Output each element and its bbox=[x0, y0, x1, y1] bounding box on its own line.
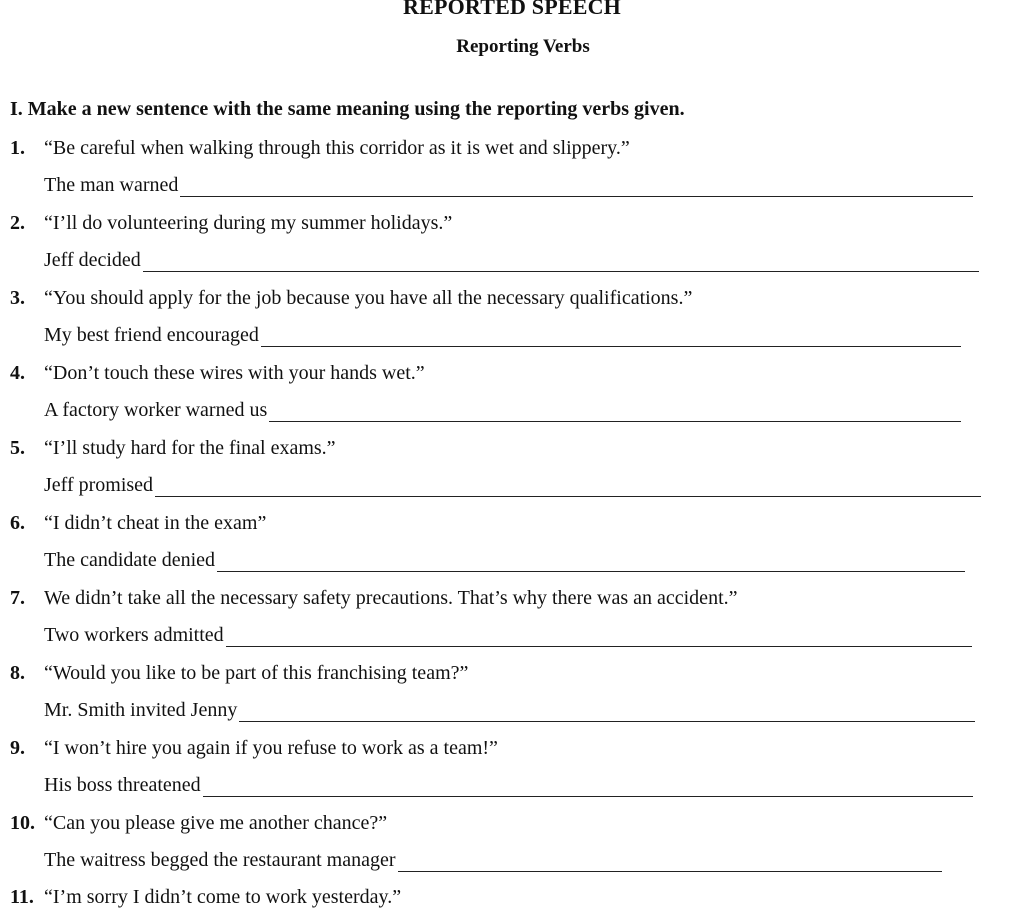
answer-row-6 bbox=[44, 549, 965, 572]
question-number: 3. bbox=[10, 287, 25, 309]
question-number: 10. bbox=[10, 812, 35, 834]
question-number: 1. bbox=[10, 137, 25, 159]
answer-blank-9[interactable] bbox=[203, 777, 973, 797]
answer-prompt: The candidate denied bbox=[44, 549, 216, 571]
answer-prompt: The man warned bbox=[44, 174, 179, 196]
question-quote: “I won’t hire you again if you refuse to work as a team!” bbox=[44, 737, 498, 759]
answer-row-4 bbox=[44, 399, 961, 422]
question-number: 5. bbox=[10, 437, 25, 459]
question-quote: “Don’t touch these wires with your hands wet.” bbox=[44, 362, 425, 384]
answer-prompt: Jeff decided bbox=[44, 249, 141, 271]
exercise-instruction: I. Make a new sentence with the same meaning using the reporting verbs given. bbox=[10, 98, 685, 120]
question-number: 9. bbox=[10, 737, 25, 759]
answer-blank-2[interactable] bbox=[143, 252, 979, 272]
question-quote: “Would you like to be part of this franchising team?” bbox=[44, 662, 469, 684]
question-9 bbox=[10, 737, 498, 760]
answer-blank-10[interactable] bbox=[398, 852, 942, 872]
question-number: 11. bbox=[10, 886, 34, 908]
question-2 bbox=[10, 212, 452, 235]
question-quote: “I’m sorry I didn’t come to work yesterday.” bbox=[44, 886, 402, 908]
question-number: 2. bbox=[10, 212, 25, 234]
answer-row-1 bbox=[44, 174, 973, 197]
page-subtitle: Reporting Verbs bbox=[456, 36, 590, 57]
question-6 bbox=[10, 512, 266, 535]
answer-prompt: A factory worker warned us bbox=[44, 399, 268, 421]
answer-prompt: Two workers admitted bbox=[44, 624, 224, 646]
question-quote: “I’ll do volunteering during my summer holidays.” bbox=[44, 212, 453, 234]
question-quote: “I’ll study hard for the final exams.” bbox=[44, 437, 336, 459]
answer-prompt: His boss threatened bbox=[44, 774, 201, 796]
question-number: 6. bbox=[10, 512, 25, 534]
question-number: 4. bbox=[10, 362, 25, 384]
answer-prompt: Mr. Smith invited Jenny bbox=[44, 699, 238, 721]
answer-row-3 bbox=[44, 324, 961, 347]
question-7 bbox=[10, 587, 738, 610]
question-quote: “I didn’t cheat in the exam” bbox=[44, 512, 267, 534]
question-number: 8. bbox=[10, 662, 25, 684]
question-4 bbox=[10, 362, 425, 385]
answer-blank-4[interactable] bbox=[269, 402, 961, 422]
question-quote: “Can you please give me another chance?” bbox=[44, 812, 388, 834]
answer-blank-8[interactable] bbox=[239, 702, 975, 722]
answer-row-8 bbox=[44, 699, 975, 722]
question-quote: “Be careful when walking through this corridor as it is wet and slippery.” bbox=[44, 137, 630, 159]
answer-prompt: The waitress begged the restaurant manager bbox=[44, 849, 396, 871]
answer-blank-7[interactable] bbox=[226, 627, 972, 647]
question-3 bbox=[10, 287, 692, 310]
question-1 bbox=[10, 137, 630, 160]
answer-prompt: My best friend encouraged bbox=[44, 324, 259, 346]
answer-row-5 bbox=[44, 474, 981, 497]
question-quote: We didn’t take all the necessary safety precautions. That’s why there was an accident.” bbox=[44, 587, 738, 609]
answer-blank-5[interactable] bbox=[155, 477, 981, 497]
answer-blank-1[interactable] bbox=[180, 177, 973, 197]
answer-row-10 bbox=[44, 849, 942, 872]
answer-row-2 bbox=[44, 249, 979, 272]
question-quote: “You should apply for the job because you have all the necessary qualifications.” bbox=[44, 287, 693, 309]
answer-row-7 bbox=[44, 624, 972, 647]
answer-blank-3[interactable] bbox=[261, 327, 961, 347]
page-title: REPORTED SPEECH bbox=[403, 0, 621, 19]
question-5 bbox=[10, 437, 336, 460]
question-number: 7. bbox=[10, 587, 25, 609]
question-11 bbox=[10, 886, 401, 909]
answer-blank-6[interactable] bbox=[217, 552, 965, 572]
question-8 bbox=[10, 662, 468, 685]
question-10 bbox=[10, 812, 387, 835]
answer-prompt: Jeff promised bbox=[44, 474, 154, 496]
answer-row-9 bbox=[44, 774, 973, 797]
